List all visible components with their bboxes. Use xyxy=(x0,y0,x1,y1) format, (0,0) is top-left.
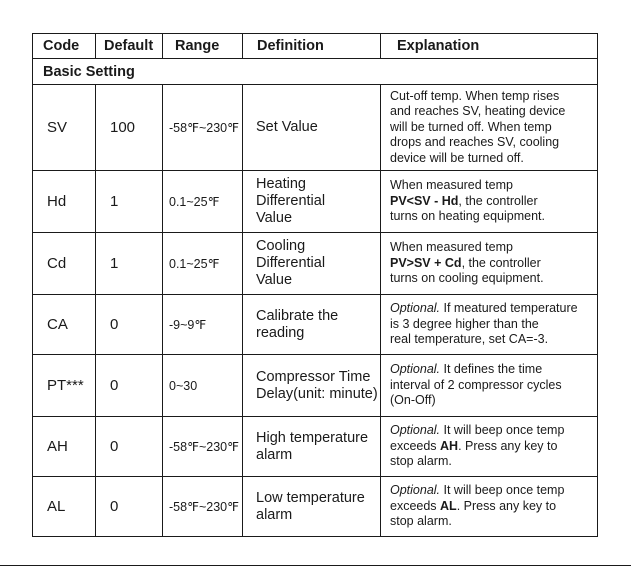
explanation-line xyxy=(390,362,597,378)
param-default: 0 xyxy=(96,477,163,537)
param-explanation xyxy=(381,417,598,477)
param-default: 0 xyxy=(96,355,163,417)
explanation-text: It defines the time xyxy=(440,362,543,377)
header-row xyxy=(33,34,598,59)
explanation-text: and reaches SV, heating device xyxy=(390,104,566,119)
table-row xyxy=(33,295,598,355)
explanation-line xyxy=(390,151,597,167)
explanation-text: It will beep once temp xyxy=(440,423,565,438)
explanation-bold: AL xyxy=(440,498,457,513)
table-row xyxy=(33,233,598,295)
table-row xyxy=(33,85,598,171)
table-row xyxy=(33,417,598,477)
param-range: 0.1~25℉ xyxy=(163,171,243,233)
explanation-italic: Optional. xyxy=(390,362,441,377)
table-row xyxy=(33,355,598,417)
explanation-line xyxy=(390,89,597,105)
param-range: 0.1~25℉ xyxy=(163,233,243,295)
explanation-text: exceeds xyxy=(390,438,441,453)
definition-line: Compressor Time xyxy=(256,368,371,385)
explanation-text: will be turned off. When temp xyxy=(390,119,552,134)
param-definition xyxy=(243,85,381,171)
explanation-text: turns on heating equipment. xyxy=(390,209,545,224)
definition-line: reading xyxy=(256,324,305,341)
explanation-line xyxy=(390,301,597,317)
param-range: -58℉~230℉ xyxy=(163,85,243,171)
param-explanation xyxy=(381,355,598,417)
parameter-table xyxy=(32,33,598,537)
param-definition xyxy=(243,233,381,295)
explanation-text: is 3 degree higher than the xyxy=(390,316,539,331)
header-explanation: Explanation xyxy=(381,34,598,59)
explanation-text: stop alarm. xyxy=(390,454,452,469)
explanation-text: stop alarm. xyxy=(390,514,452,529)
definition-line: alarm xyxy=(256,446,293,463)
explanation-italic: Optional. xyxy=(390,301,441,316)
explanation-line xyxy=(390,194,597,210)
explanation-text: drops and reaches SV, cooling xyxy=(390,135,560,150)
param-explanation xyxy=(381,171,598,233)
definition-line: High temperature xyxy=(256,429,369,446)
explanation-italic: Optional. xyxy=(390,483,441,498)
explanation-text: exceeds xyxy=(390,498,441,513)
definition-line: Set Value xyxy=(256,119,318,135)
param-code: Cd xyxy=(33,233,96,295)
param-explanation xyxy=(381,295,598,355)
explanation-text: It will beep once temp xyxy=(440,483,565,498)
param-definition xyxy=(243,477,381,537)
explanation-bold: PV>SV + Cd xyxy=(390,255,462,270)
param-code: Hd xyxy=(33,171,96,233)
param-default: 0 xyxy=(96,295,163,355)
explanation-text: . Press any key to xyxy=(458,438,558,453)
explanation-line xyxy=(390,240,597,256)
table-row xyxy=(33,171,598,233)
explanation-text: (On-Off) xyxy=(390,393,436,408)
header-range: Range xyxy=(163,34,243,59)
page-bottom-rule xyxy=(0,565,631,566)
explanation-line xyxy=(390,178,597,194)
table-row xyxy=(33,477,598,537)
explanation-text: device will be turned off. xyxy=(390,150,524,165)
definition-line: Differential xyxy=(256,255,326,271)
explanation-text: When measured temp xyxy=(390,178,513,193)
param-range: 0~30 xyxy=(163,355,243,417)
explanation-line xyxy=(390,104,597,120)
explanation-text: . Press any key to xyxy=(456,498,557,513)
explanation-line xyxy=(390,514,597,530)
param-explanation xyxy=(381,233,598,295)
definition-line: alarm xyxy=(256,506,293,523)
param-default: 0 xyxy=(96,417,163,477)
explanation-line xyxy=(390,256,597,272)
param-code: SV xyxy=(33,85,96,171)
explanation-line xyxy=(390,135,597,151)
section-row xyxy=(33,59,598,85)
param-range: -58℉~230℉ xyxy=(163,477,243,537)
definition-line: Cooling xyxy=(256,238,306,254)
explanation-text: When measured temp xyxy=(390,240,513,255)
explanation-bold: PV<SV - Hd xyxy=(390,193,459,208)
param-code: CA xyxy=(33,295,96,355)
param-definition xyxy=(243,295,381,355)
definition-line: Calibrate the xyxy=(256,307,339,324)
explanation-line xyxy=(390,332,597,348)
definition-line: Heating xyxy=(256,176,306,192)
explanation-line xyxy=(390,378,597,394)
explanation-bold: AH xyxy=(440,438,459,453)
param-code: AL xyxy=(33,477,96,537)
explanation-text: , the controller xyxy=(458,193,538,208)
param-default: 100 xyxy=(96,85,163,171)
param-code: AH xyxy=(33,417,96,477)
definition-line: Low temperature xyxy=(256,489,365,506)
param-explanation xyxy=(381,85,598,171)
explanation-line xyxy=(390,317,597,333)
header-default: Default xyxy=(96,34,163,59)
definition-line: Delay(unit: minute) xyxy=(256,385,378,402)
explanation-text: real temperature, set CA=-3. xyxy=(390,332,549,347)
param-code: PT*** xyxy=(33,355,96,417)
param-definition xyxy=(243,417,381,477)
definition-line: Value xyxy=(256,210,293,226)
explanation-line xyxy=(390,423,597,439)
explanation-text: If meatured temperature xyxy=(440,301,578,316)
explanation-italic: Optional. xyxy=(390,423,441,438)
explanation-line xyxy=(390,271,597,287)
definition-line: Differential xyxy=(256,193,326,209)
param-definition xyxy=(243,171,381,233)
explanation-line xyxy=(390,454,597,470)
param-default: 1 xyxy=(96,171,163,233)
param-range: -9~9℉ xyxy=(163,295,243,355)
explanation-line xyxy=(390,209,597,225)
explanation-line xyxy=(390,439,597,455)
header-definition: Definition xyxy=(243,34,381,59)
explanation-line xyxy=(390,483,597,499)
explanation-line xyxy=(390,499,597,515)
param-definition xyxy=(243,355,381,417)
section-title: Basic Setting xyxy=(33,59,598,85)
header-code: Code xyxy=(33,34,96,59)
explanation-text: Cut-off temp. When temp rises xyxy=(390,88,560,103)
definition-line: Value xyxy=(256,272,293,288)
explanation-line xyxy=(390,393,597,409)
param-range: -58℉~230℉ xyxy=(163,417,243,477)
explanation-text: interval of 2 compressor cycles xyxy=(390,377,562,392)
explanation-text: , the controller xyxy=(461,255,541,270)
param-explanation xyxy=(381,477,598,537)
explanation-line xyxy=(390,120,597,136)
explanation-text: turns on cooling equipment. xyxy=(390,271,544,286)
param-default: 1 xyxy=(96,233,163,295)
